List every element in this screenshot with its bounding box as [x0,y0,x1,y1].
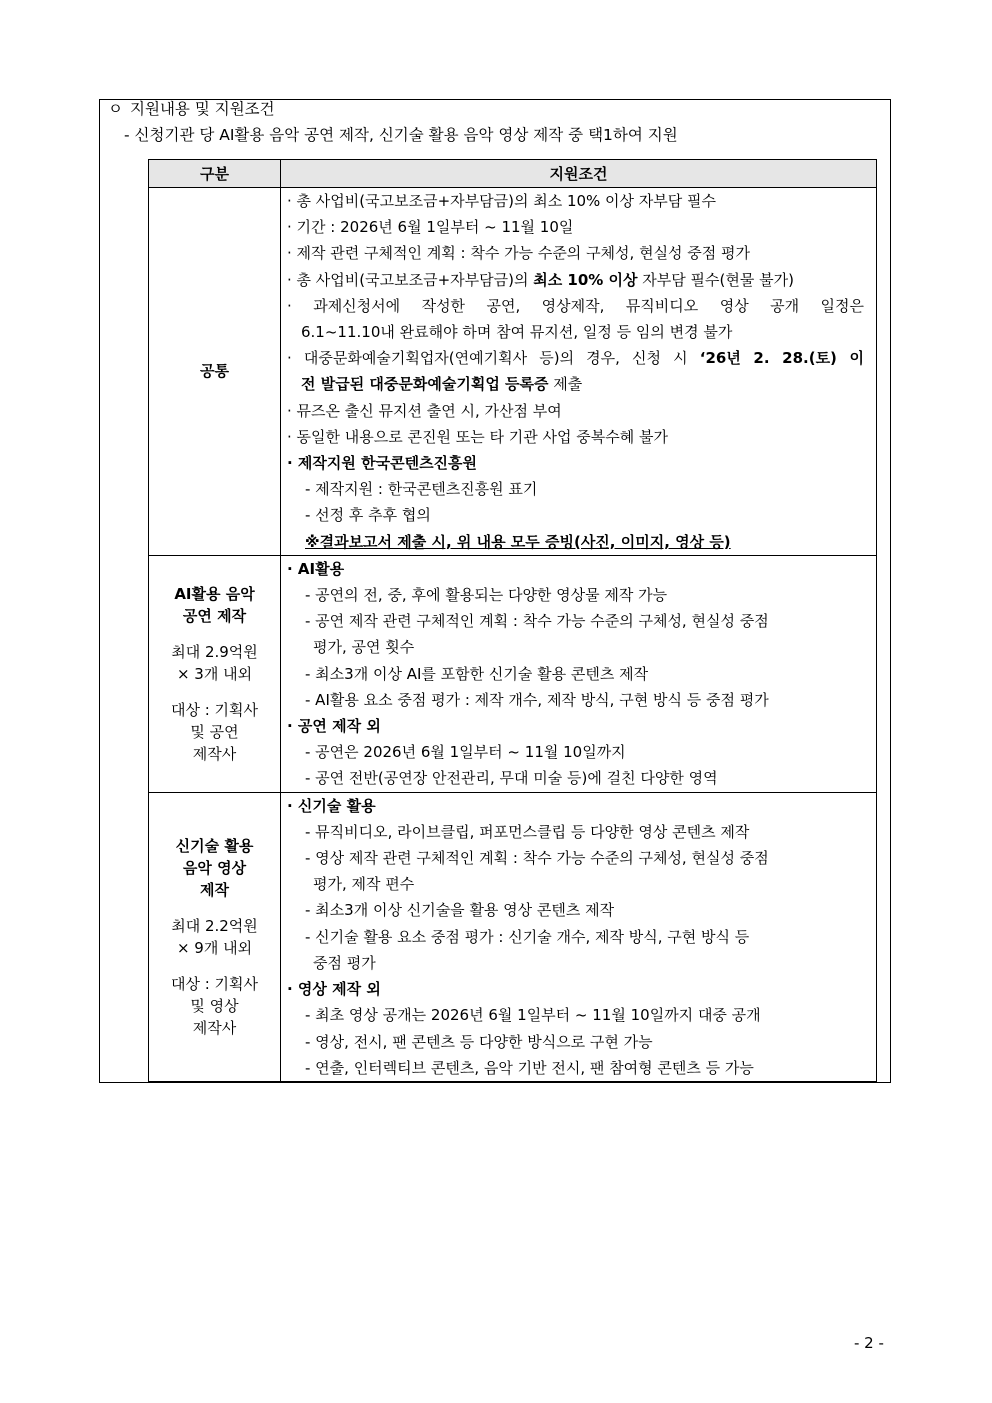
list-item [287,371,864,397]
category-common [149,188,281,556]
heading-title: 지원내용 및 지원조건 [130,100,275,118]
table-row-newtech [149,792,877,1081]
list-item: 중점 평가 [313,953,376,972]
list-item [287,267,864,293]
conditions-newtech [281,792,877,1081]
category-ai-label-2: 공연 제작 [182,606,247,625]
list-item: · 신기술 활용 [287,796,376,815]
support-conditions-table [148,159,877,1082]
list-item: · 제작 관련 구체적인 계획 : 착수 가능 수준의 구체성, 현실성 중점 평가 [287,244,751,263]
category-newtech-target-2: 및 영상 [190,996,239,1015]
list-item: - 뮤직비디오, 라이브클립, 퍼포먼스클립 등 다양한 영상 콘텐츠 제작 [305,822,750,841]
section-heading [108,98,275,120]
category-common-label: 공통 [200,362,229,381]
header-category: 구분 [149,160,281,188]
list-item: - 영상, 전시, 팬 콘텐츠 등 다양한 방식으로 구현 가능 [305,1032,653,1051]
text-segment: · 총 사업비(국고보조금+자부담금)의 [287,270,534,289]
list-item: · 뮤즈온 출신 뮤지션 출연 시, 가산점 부여 [287,401,562,420]
list-item: · 기간 : 2026년 6월 1일부터 ~ 11월 10일 [287,218,574,237]
category-newtech-label-2: 음악 영상 [182,858,247,877]
header-conditions: 지원조건 [281,160,877,188]
text-segment: 제출 [548,375,583,394]
category-ai-label-1: AI활용 음악 [174,584,255,603]
list-item: · AI활용 [287,559,345,578]
list-item: · 총 사업비(국고보조금+자부담금)의 최소 10% 이상 자부담 필수 [287,192,717,210]
list-item: - 공연 제작 관련 구체적인 계획 : 착수 가능 수준의 구체성, 현실성 중점 [305,612,769,631]
list-item: 평가, 제작 편수 [313,875,415,894]
list-item: - 최소3개 이상 AI를 포함한 신기술 활용 콘텐츠 제작 [305,664,649,683]
list-item: · 제작지원 한국콘텐츠진흥원 [287,454,478,473]
table-row-common [149,188,877,556]
list-item: - 선정 후 추후 협의 [305,506,431,525]
category-ai-target-1: 대상 : 기획사 [170,700,259,719]
list-item: - 공연의 전, 중, 후에 활용되는 다양한 영상물 제작 가능 [305,586,668,605]
list-item: - 공연은 2026년 6월 1일부터 ~ 11월 10일까지 [305,743,626,762]
text-segment: · 대중문화예술기획업자(연예기획사 등)의 경우, 신청 시 [287,349,700,368]
category-ai-target-3: 제작사 [192,744,237,763]
category-ai [149,555,281,792]
list-item: · 동일한 내용으로 콘진원 또는 타 기관 사업 중복수혜 불가 [287,427,668,446]
category-ai-budget-1: 최대 2.9억원 [171,642,258,661]
list-item: - 최소3개 이상 신기술을 활용 영상 콘텐츠 제작 [305,901,615,920]
list-item [287,345,864,371]
list-item: - 영상 제작 관련 구체적인 계획 : 착수 가능 수준의 구체성, 현실성 중점 [305,849,769,868]
text-segment-bold: 전 발급된 대중문화예술기획업 등록증 [301,375,549,394]
list-item: - 신기술 활용 요소 중점 평가 : 신기술 개수, 제작 방식, 구현 방식 등 [305,927,750,946]
category-newtech-label-1: 신기술 활용 [175,836,254,855]
list-item: - 최초 영상 공개는 2026년 6월 1일부터 ~ 11월 10일까지 대중 공개 [305,1006,761,1025]
list-item: - 제작지원 : 한국콘텐츠진흥원 표기 [305,480,538,499]
category-newtech-budget-2: × 9개 내외 [176,938,253,957]
list-item: · 영상 제작 외 [287,980,381,999]
conditions-ai [281,555,877,792]
conditions-common [281,188,877,556]
list-item: 6.1~11.10내 완료해야 하며 참여 뮤지션, 일정 등 임의 변경 불가 [301,323,733,342]
text-segment: 자부담 필수(현물 불가) [637,270,794,289]
section-subheading: - 신청기관 당 AI활용 음악 공연 제작, 신기술 활용 음악 영상 제작 중 택1하여 지원 [124,126,678,144]
list-item: - 공연 전반(공연장 안전관리, 무대 미술 등)에 걸친 다양한 영역 [305,769,718,788]
list-item: - AI활용 요소 중점 평가 : 제작 개수, 제작 방식, 구현 방식 등 중점 평가 [305,690,769,709]
list-item: · 과제신청서에 작성한 공연, 영상제작, 뮤직비디오 영상 공개 일정은 [287,296,864,315]
heading-bullet: ㅇ [108,100,123,118]
list-item: · 공연 제작 외 [287,717,381,736]
table-header-row [149,160,877,188]
text-segment-bold: ‘26년 2. 28.(토) 이 [699,349,864,368]
list-item: ※결과보고서 제출 시, 위 내용 모두 증빙(사진, 이미지, 영상 등) [305,532,731,551]
list-item: 평가, 공연 횟수 [313,638,415,657]
category-ai-budget-2: × 3개 내외 [176,664,253,683]
category-ai-target-2: 및 공연 [190,722,239,741]
category-newtech-label-3: 제작 [200,880,229,899]
text-segment-bold: 최소 10% 이상 [533,270,638,289]
page-number: - 2 - [854,1334,884,1352]
category-newtech-budget-1: 최대 2.2억원 [171,916,258,935]
category-newtech-target-3: 제작사 [192,1018,237,1037]
category-newtech [149,792,281,1081]
list-item: - 연출, 인터렉티브 콘텐츠, 음악 기반 전시, 팬 참여형 콘텐츠 등 가능 [305,1058,754,1077]
table-row-ai [149,555,877,792]
category-newtech-target-1: 대상 : 기획사 [170,974,259,993]
